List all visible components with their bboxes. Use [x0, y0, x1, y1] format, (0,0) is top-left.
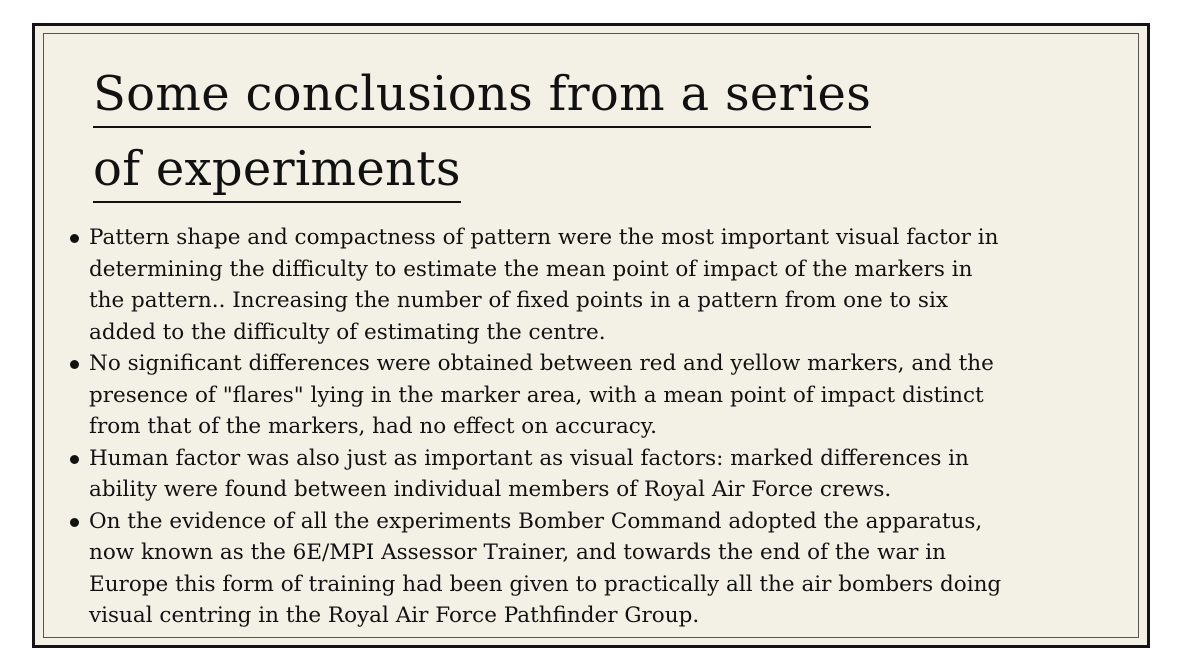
bullet-dot-icon — [70, 360, 79, 369]
bullet-dot-icon — [70, 518, 79, 527]
bullet-line: On the evidence of all the experiments Bomber Command adopted the apparatus, — [89, 508, 983, 534]
bullet-line: Pattern shape and compactness of pattern were the most important visual factor in — [89, 225, 999, 250]
bullet-line: Human factor was also just as important as visual factors: marked differences in — [89, 445, 969, 471]
bullet-line: visual centring in the Royal Air Force Pathfinder Group. — [89, 603, 700, 628]
slide-title — [93, 59, 1053, 209]
bullet-item-pattern-shape — [61, 222, 1121, 348]
bullet-line: the pattern.. Increasing the number of fixed points in a pattern from one to six — [89, 288, 948, 313]
bullet-line: presence of "flares" lying in the marker area, with a mean point of impact distinct — [89, 382, 984, 408]
bullet-line: now known as the 6E/MPI Assessor Trainer, and towards the end of the war in — [89, 540, 947, 565]
bullet-item-bomber-command — [61, 506, 1121, 632]
bullet-line: added to the difficulty of estimating the centre. — [89, 319, 606, 345]
bullet-list — [61, 222, 1121, 632]
bullet-line: from that of the markers, had no effect on accuracy. — [89, 414, 657, 439]
bullet-item-human-factor — [61, 443, 1121, 506]
bullet-line: ability were found between individual members of Royal Air Force crews. — [89, 477, 892, 502]
bullet-item-marker-colors — [61, 348, 1121, 443]
title-line-1: Some conclusions from a series — [93, 64, 871, 128]
bullet-line: determining the difficulty to estimate the mean point of impact of the markers in — [89, 256, 973, 282]
title-line-2: of experiments — [93, 139, 461, 203]
bullet-line: Europe this form of training had been given to practically all the air bombers doing — [89, 571, 1002, 597]
bullet-line: No significant differences were obtained between red and yellow markers, and the — [89, 351, 994, 376]
bullet-dot-icon — [70, 455, 79, 464]
bullet-dot-icon — [70, 234, 79, 243]
slide-frame — [32, 23, 1150, 648]
